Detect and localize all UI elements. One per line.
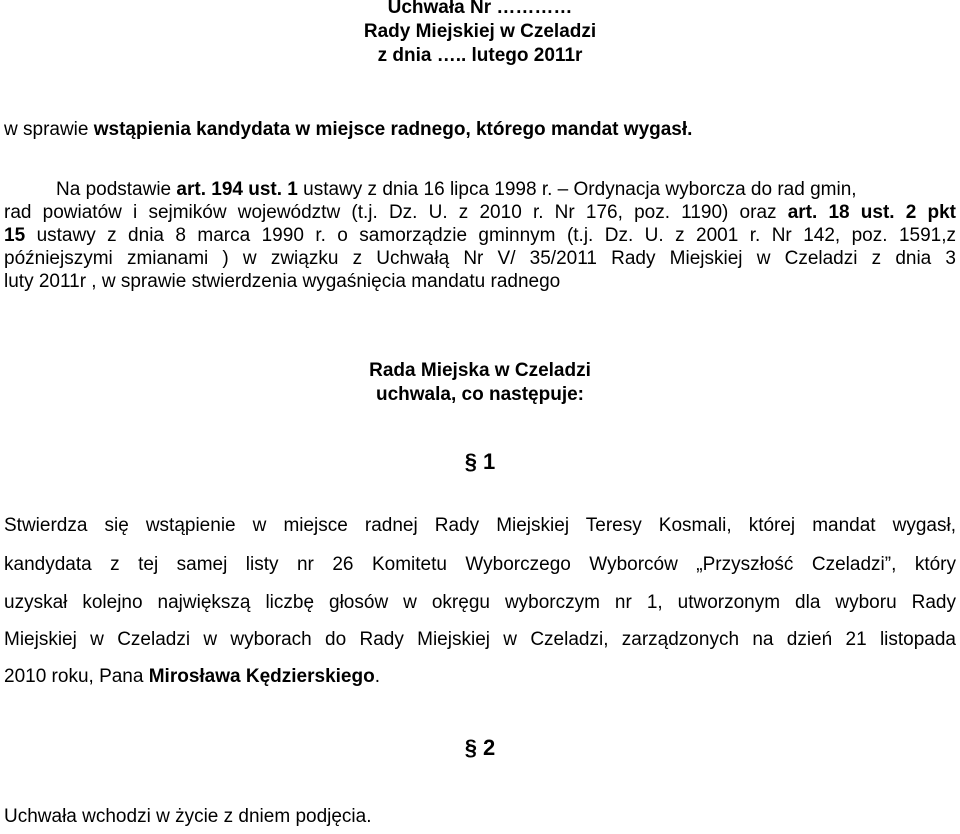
candidate-name: Mirosława Kędzierskiego <box>148 666 375 687</box>
subject-text: wstąpienia kandydata w miejsce radnego, którego mandat wygasł. <box>93 119 693 140</box>
legal-basis-l3-segment-0: 15 <box>4 225 26 246</box>
legal-basis-l2-segment-1: art. 18 ust. 2 pkt <box>787 202 956 223</box>
legal-basis-line-1 <box>56 178 857 202</box>
legal-basis-line-3 <box>4 224 956 248</box>
subject-prefix: w sprawie <box>4 119 94 140</box>
legal-basis-line-4: późniejszymi zmianami ) w związku z Uchwałą Nr V/ 35/2011 Rady Miejskiej w Czeladzi z dnia 3 <box>4 248 956 269</box>
section-2-text: Uchwała wchodzi w życie z dniem podjęcia. <box>4 806 372 827</box>
resolution-title: Uchwała Nr ………… <box>387 0 573 18</box>
section-1-last-suffix: . <box>374 666 380 687</box>
section-1-line-5 <box>4 665 380 689</box>
resolution-council: Rady Miejskiej w Czeladzi <box>363 21 597 42</box>
legal-basis-l1-segment-0: Na podstawie <box>56 179 177 200</box>
legal-basis-l3-segment-1: ustawy z dnia 8 marca 1990 r. o samorządzie gminnym (t.j. Dz. U. z 2001 r. Nr 142, poz. 1591,z <box>25 225 956 246</box>
legal-basis-l1-segment-1: art. 194 ust. 1 <box>176 179 298 200</box>
resolution-subject <box>4 118 692 142</box>
section-1-line-1: Stwierdza się wstąpienie w miejsce radnej Rady Miejskiej Teresy Kosmali, której mandat wygasł, <box>4 515 956 536</box>
council-name: Rada Miejska w Czeladzi <box>369 360 591 381</box>
legal-basis-l2-segment-0: rad powiatów i sejmików województw (t.j. Dz. U. z 2010 r. Nr 176, poz. 1190) oraz <box>4 202 788 223</box>
legal-basis-l1-segment-2: ustawy z dnia 16 lipca 1998 r. – Ordynacja wyborcza do rad gmin, <box>297 179 857 200</box>
resolution-date: z dnia ….. lutego 2011r <box>377 45 583 66</box>
resolves-phrase: uchwala, co następuje: <box>376 384 584 405</box>
section-1-mark: § 1 <box>464 449 496 474</box>
section-1-line-3: uzyskał kolejno największą liczbę głosów w okręgu wyborczym nr 1, utworzonym dla wyboru Rady <box>4 592 956 613</box>
section-1-last-prefix: 2010 roku, Pana <box>4 666 149 687</box>
section-1-line-2: kandydata z tej samej listy nr 26 Komitetu Wyborczego Wyborców „Przyszłość Czeladzi”, który <box>4 554 956 575</box>
legal-basis-line-5: luty 2011r , w sprawie stwierdzenia wygaśnięcia mandatu radnego <box>4 271 561 292</box>
section-2-mark: § 2 <box>464 735 496 760</box>
legal-basis-line-2 <box>4 201 956 225</box>
section-1-line-4: Miejskiej w Czeladzi w wyborach do Rady Miejskiej w Czeladzi, zarządzonych na dzień 21 listopada <box>4 629 956 650</box>
